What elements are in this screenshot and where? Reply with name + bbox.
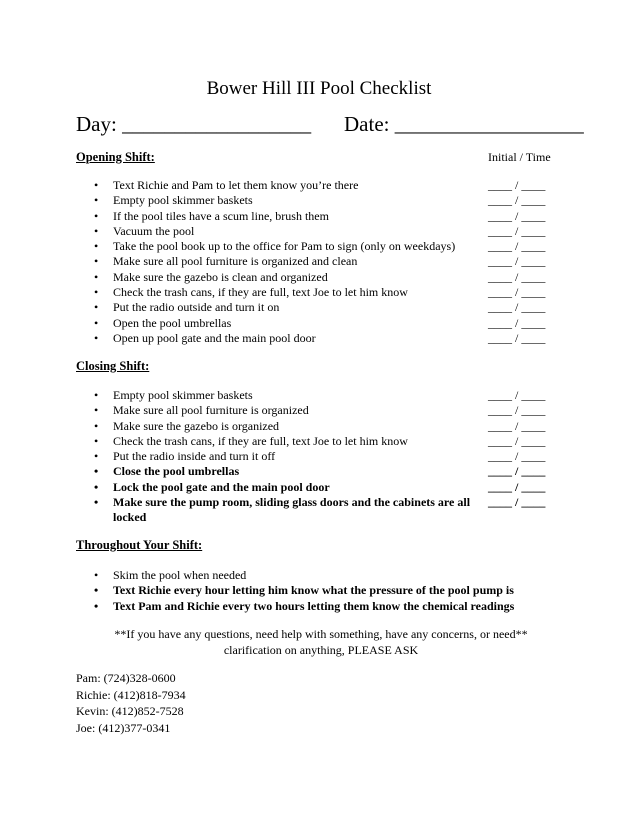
- list-item: • Make sure all pool furniture is organized and clean ____ / ____: [94, 254, 546, 269]
- list-item: • Close the pool umbrellas ____ / ____: [94, 464, 546, 479]
- list-item: • Lock the pool gate and the main pool door ____ / ____: [94, 479, 546, 494]
- list-item: • Check the trash cans, if they are full, text Joe to let him know ____ / ____: [94, 285, 546, 300]
- questions-note: **If you have any questions, need help with something, have any concerns, or need** clarification on anything, PLEASE ASK: [114, 627, 528, 657]
- opening-shift-heading: Opening Shift:: [76, 150, 155, 164]
- list-item: • Text Richie and Pam to let them know you’re there ____ / ____: [94, 178, 546, 192]
- contact-kevin: Kevin: (412)852-7528: [76, 704, 184, 718]
- throughout-shift-heading: Throughout Your Shift:: [76, 538, 203, 552]
- contact-richie: Richie: (412)818-7934: [76, 687, 186, 702]
- list-item: • Skim the pool when needed: [94, 568, 247, 582]
- closing-shift-heading: Closing Shift:: [76, 359, 150, 373]
- contact-joe: Joe: (412)377-0341: [76, 720, 171, 735]
- list-item: • If the pool tiles have a scum line, brush them ____ / ____: [94, 208, 546, 223]
- opening-shift-list: [76, 178, 566, 346]
- list-item: • Empty pool skimmer baskets ____ / ____: [94, 193, 546, 208]
- list-item: • Open up pool gate and the main pool door ____ / ____: [94, 330, 546, 345]
- initial-time-header: Initial / Time: [488, 150, 551, 164]
- closing-shift-list: [76, 388, 566, 526]
- list-item: • Make sure all pool furniture is organized ____ / ____: [94, 403, 546, 418]
- throughout-shift-list: [76, 568, 566, 614]
- contact-pam: Pam: (724)328-0600: [76, 671, 176, 685]
- list-item: • Text Pam and Richie every two hours letting them know the chemical readings: [94, 598, 515, 613]
- list-item: • Vacuum the pool ____ / ____: [94, 223, 546, 238]
- list-item: • Text Richie every hour letting him know what the pressure of the pool pump is: [94, 583, 514, 598]
- list-item: • Put the radio inside and turn it off ____ / ____: [94, 449, 546, 464]
- list-item: • Open the pool umbrellas ____ / ____: [94, 315, 546, 330]
- list-item: • Make sure the gazebo is clean and organized ____ / ____: [94, 269, 546, 284]
- list-item: • Make sure the gazebo is organized ____ / ____: [94, 418, 546, 433]
- list-item: • Take the pool book up to the office for Pam to sign (only on weekdays) ____ / ____: [94, 239, 546, 254]
- contact-list: [76, 670, 186, 736]
- day-date-line: [76, 112, 584, 137]
- day-field: Day: __________________: [76, 112, 312, 136]
- list-item: • Put the radio outside and turn it on ____ / ____: [94, 300, 546, 315]
- list-item: • Empty pool skimmer baskets ____ / ____: [94, 388, 546, 402]
- list-item: • Check the trash cans, if they are full, text Joe to let him know ____ / ____: [94, 433, 546, 448]
- list-item: • Make sure the pump room, sliding glass doors and the cabinets are all locked ____ / ____: [94, 495, 546, 525]
- date-field: Date: __________________: [344, 112, 584, 136]
- page-title: Bower Hill III Pool Checklist: [206, 78, 432, 99]
